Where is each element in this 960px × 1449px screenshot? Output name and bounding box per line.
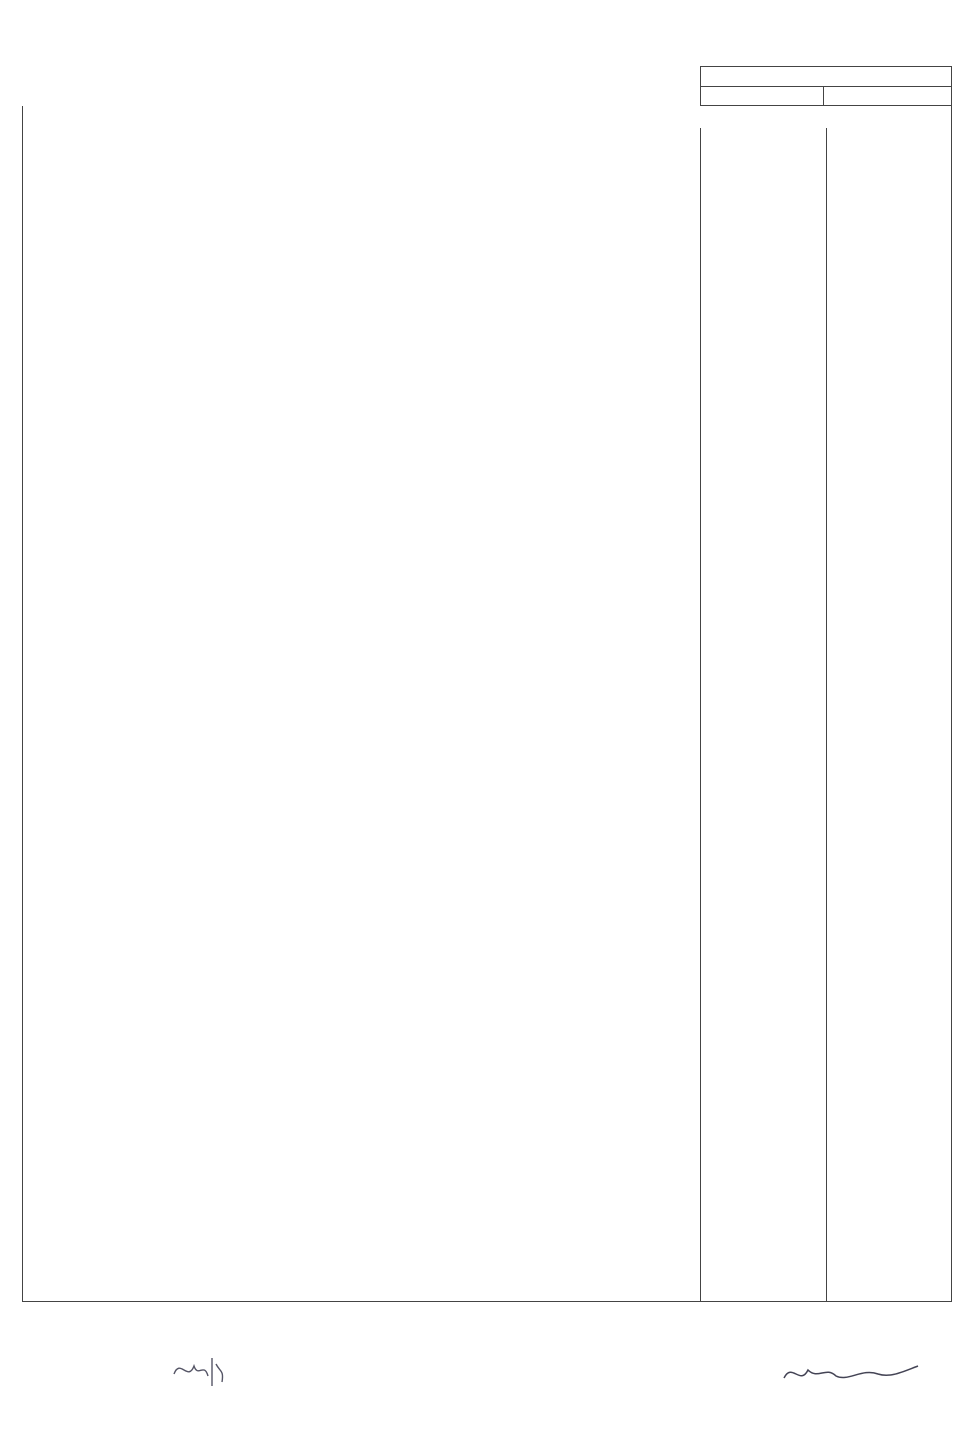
- sporzadzil-signature: [168, 1352, 228, 1398]
- balance-table: [22, 106, 952, 1302]
- header-column-divider: [823, 86, 824, 105]
- table-column-divider-2: [826, 128, 827, 1302]
- header-divider: [701, 86, 951, 87]
- date-header-box: [700, 66, 952, 106]
- director-signature: [778, 1352, 928, 1396]
- table-column-divider-1: [700, 128, 701, 1302]
